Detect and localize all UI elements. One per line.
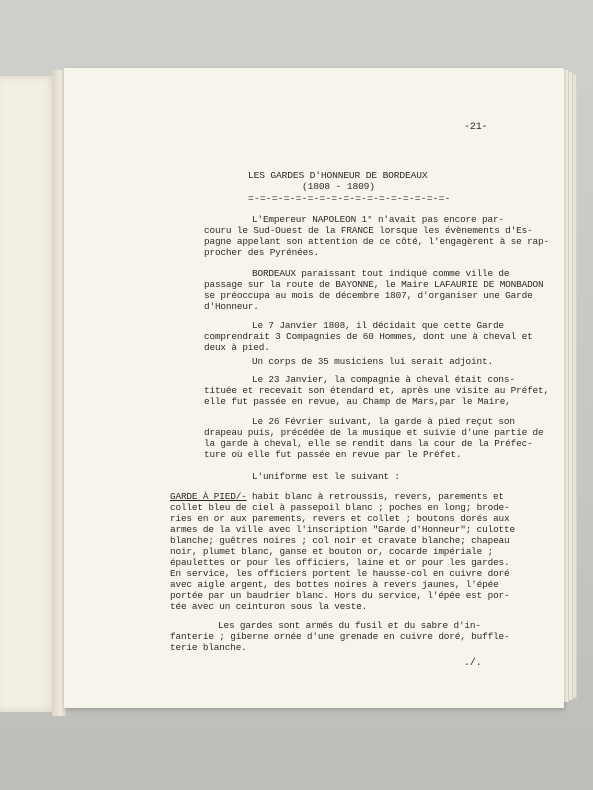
text-line: Le 7 Janvier 1808, il décidait que cette Garde [252,320,504,331]
page-number: -21- [464,122,488,133]
text-line: terie blanche. [170,642,247,653]
text-line: habit blanc à retroussis, revers, parements et [252,491,504,502]
text-line: portée par un baudrier blanc. Hors du service, l'épée est por- [170,590,510,601]
text-line: épaulettes or pour les officiers, laine et or pour les gardes. [170,557,510,568]
document-years: (1808 - 1809) [302,181,375,192]
text-line: se préoccupa au mois de décembre 1807, d'organiser une Garde [204,290,533,301]
text-line: tée avec un ceinturon sous la veste. [170,601,368,612]
text-line: ries en or aux parements, revers et collet ; boutons dorés aux [170,513,510,524]
left-page [0,76,58,712]
text-line: En service, les officiers portent le hausse-col en cuivre doré [170,568,510,579]
text-line: ture où elle fut passée en revue par le Préfet. [204,449,462,460]
text-line: armes de la ville avec l'inscription "Garde d'Honneur"; culotte [170,524,515,535]
text-line: passage sur la route de BAYONNE, le Maire LAFAURIE DE MONBADON [204,279,544,290]
garde-a-pied-label: GARDE À PIED/- [170,491,247,502]
text-line: Le 23 Janvier, la compagnie à cheval était cons- [252,374,515,385]
text-line: Un corps de 35 musiciens lui serait adjoint. [252,356,493,367]
text-line: couru le Sud-Ouest de la FRANCE lorsque les évènements d'Es- [204,225,533,236]
text-line: fanterie ; giberne ornée d'une grenade en cuivre doré, buffle- [170,631,510,642]
typed-page [64,68,564,708]
text-line: procher des Pyrénées. [204,247,319,258]
text-line: Les gardes sont armés du fusil et du sabre d'in- [218,620,481,631]
text-line: blanche; guêtres noires ; col noir et cravate blanche; chapeau [170,535,510,546]
title-separator: =-=-=-=-=-=-=-=-=-=-=-=-=-=-=-=-=- [248,193,451,204]
text-line: drapeau puis, précédée de la musique et suivie d'une partie de [204,427,544,438]
document-title: LES GARDES D'HONNEUR DE BORDEAUX [248,170,428,181]
text-line: comprendrait 3 Compagnies de 60 Hommes, dont une à cheval et [204,331,533,342]
text-line: collet bleu de ciel à passepoil blanc ; poches en long; brode- [170,502,510,513]
text-line: L'Empereur NAPOLEON 1° n'avait pas encore par- [252,214,504,225]
text-line: avec aigle argent, des bottes noires à revers jaunes, l'épée [170,579,499,590]
text-line: noir, plumet blanc, ganse et bouton or, cocarde impériale ; [170,546,494,557]
text-line: Le 26 Février suivant, la garde à pied reçut son [252,416,515,427]
text-line: tituée et recevait son étendard et, après une visite au Préfet, [204,385,549,396]
text-line: elle fut passée en revue, au Champ de Mars,par le Maire, [204,396,511,407]
text-line: BORDEAUX paraissant tout indiqué comme ville de [252,268,510,279]
text-line: la garde à cheval, elle se rendit dans la cour de la Préfec- [204,438,533,449]
continued-mark: ./. [464,658,482,669]
text-line: deux à pied. [204,342,270,353]
text-line: L'uniforme est le suivant : [252,471,400,482]
text-line: d'Honneur. [204,301,259,312]
text-line: pagne appelant son attention de ce côté, l'engagèrent à se rap- [204,236,549,247]
